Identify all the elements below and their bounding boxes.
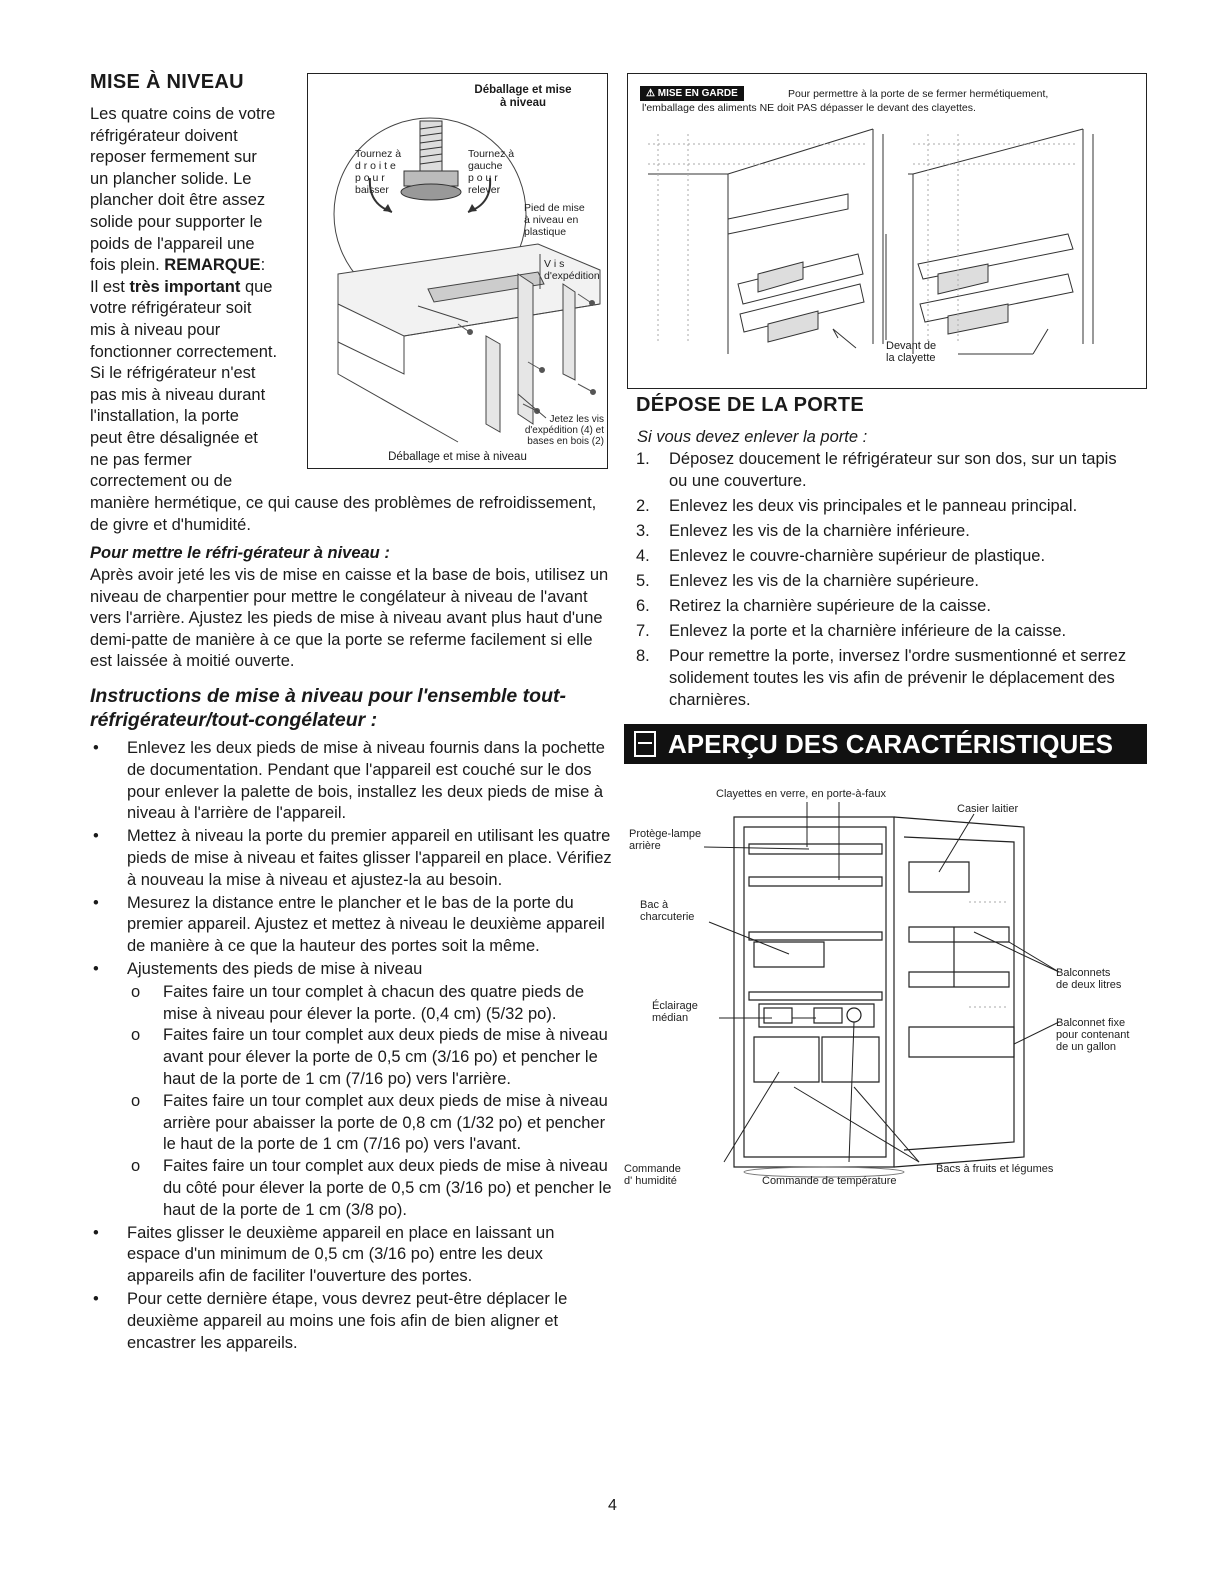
- leveling-paragraph: Après avoir jeté les vis de mise en caisse et la base de bois, utilisez un niveau de charpentier pour mettre le congélateur à niveau de l'avant vers l'arrière. Ajustez les pieds de mise à niveau avant plus haut d'une demi-patte de manière à ce que la porte se referme facilement si elle est laissée à moitié ouverte.: [90, 566, 609, 671]
- page-number: 4: [608, 1497, 617, 1514]
- door-removal-intro: Si vous devez enlever la porte :: [637, 428, 868, 446]
- sub-list-item: o Faites faire un tour complet aux deux pieds de mise à niveau du côté pour élever la porte de 0,5 cm (3/16 po) et pencher le haut de la porte de 1 cm (3/8 po).: [131, 1157, 612, 1219]
- leveling-subheading: Pour mettre le réfri-gérateur à niveau :: [90, 544, 390, 562]
- shelf-front-label: Devant de la clayette: [886, 340, 937, 364]
- door-removal-steps: [636, 448, 1136, 711]
- lamp-guard-label: Protège-lampe arrière: [629, 828, 702, 852]
- remark-label: REMARQUE: [164, 256, 261, 275]
- list-item: 5. Enlevez les vis de la charnière supérieure.: [636, 572, 979, 590]
- intro-line: votre réfrigérateur soit: [90, 299, 252, 318]
- list-item: • Mesurez la distance entre le plancher et le bas de la porte du premier appareil. Ajustez et mettez à niveau le deuxième appareil de manière à ce que la hauteur des portes soit la même.: [93, 893, 605, 956]
- intro-line: peut être désalignée et: [90, 428, 258, 447]
- sub-list-item: o Faites faire un tour complet à chacun des quatre pieds de mise à niveau pour élever la porte. (0,4 cm) (5/32 po).: [131, 982, 584, 1023]
- intro-line: mis à niveau pour: [90, 320, 221, 339]
- intro-line: reposer fermement sur: [90, 148, 257, 167]
- list-item: 1. Déposez doucement le réfrigérateur sur son dos, sur un tapis ou une couverture.: [636, 450, 1117, 490]
- list-item: 3. Enlevez les vis de la charnière inférieure.: [636, 522, 970, 540]
- remark-line: fois plein. REMARQUE:: [90, 256, 266, 275]
- dairy-compartment-label: Casier laitier: [957, 803, 1019, 815]
- figure-features: [624, 782, 1149, 1202]
- banner-title: APERÇU DES CARACTÉRISTIQUES: [668, 728, 1113, 759]
- features-banner: [624, 724, 1147, 764]
- list-item: • Faites glisser le deuxième appareil en place en laissant un espace d'un minimum de 0,5 cm (3/16 po) entre les deux appareils afin de faciliter l'ouverture des portes.: [93, 1223, 555, 1286]
- list-item: • Pour cette dernière étape, vous devrez peut-être déplacer le deuxième appareil au moins une fois afin de bien aligner et encastrer les appareils.: [93, 1289, 568, 1352]
- intro-line: solide pour supporter le: [90, 212, 263, 231]
- figure-shelf-warning: [627, 73, 1147, 389]
- sub-list-item: o Faites faire un tour complet aux deux pieds de mise à niveau arrière pour abaisser la porte de 0,8 cm (1/32 po) et pencher le haut de la porte de 1 cm (7/16 po) vers l'avant.: [131, 1091, 608, 1154]
- important-line: Il est très important que: [90, 277, 273, 296]
- intro-line: l'installation, la porte: [90, 407, 239, 426]
- fig1-title: Déballage et mise à niveau: [474, 84, 572, 109]
- intro-line: ne pas fermer: [90, 450, 192, 469]
- humidity-control-label: Commande d' humidité: [624, 1163, 681, 1187]
- list-item: 8. Pour remettre la porte, inversez l'ordre susmentionné et serrez solidement toutes les vis afin de prévenir le déplacement des charnières.: [636, 647, 1127, 709]
- glass-shelves-label: Clayettes en verre, en porte-à-faux: [716, 788, 886, 800]
- appliance-icon: [634, 731, 656, 757]
- warning-text-1: Pour permettre à la porte de se fermer hermétiquement,: [788, 88, 1049, 100]
- intro-line: fonctionner correctement.: [90, 342, 278, 361]
- two-liter-balcony-label: Balconnets de deux litres: [1056, 967, 1122, 991]
- list-item: • Enlevez les deux pieds de mise à niveau fournis dans la pochette de documentation. Pendant que l'appareil est couché sur le dos pour enlever la palette de bois, installez les deux pieds de mise à niveau à l'arrière de l'appareil.: [93, 739, 605, 823]
- intro-tail: manière hermétique, ce qui cause des problèmes de refroidissement, de givre et d'humidité.: [90, 494, 597, 534]
- intro-line: pas mis à niveau durant: [90, 385, 266, 404]
- discard-screws-label: Jetez les vis d'expédition (4) et bases en bois (2): [524, 414, 604, 447]
- figure-unpacking-leveling: [307, 73, 608, 469]
- instructions-list: [87, 738, 612, 1354]
- intro-line: plancher doit être assez: [90, 191, 266, 210]
- sub-list-item: o Faites faire un tour complet aux deux pieds de mise à niveau avant pour élever la porte de 0,5 cm (3/16 po) et pencher le haut de la porte de 1 cm (7/16 po) vers l'arrière.: [131, 1026, 608, 1088]
- list-item: • Ajustements des pieds de mise à niveau: [93, 959, 423, 978]
- heading-mise-a-niveau: MISE À NIVEAU: [90, 71, 244, 93]
- deli-drawer-label: Bac à charcuterie: [640, 899, 695, 923]
- turn-right-label: Tournez à d r o i t e p o u r baisser: [355, 148, 402, 196]
- list-item: 2. Enlevez les deux vis principales et le panneau principal.: [636, 497, 1078, 515]
- list-item: 4. Enlevez le couvre-charnière supérieur de plastique.: [636, 547, 1046, 565]
- intro-line: réfrigérateur doivent: [90, 126, 238, 145]
- list-item: • Mettez à niveau la porte du premier appareil en utilisant les quatre pieds de mise à niveau et faites glisser l'appareil en place. Vérifiez à nouveau la mise à niveau et ajustez-la au besoin.: [93, 827, 612, 889]
- warning-badge: ⚠ MISE EN GARDE: [640, 86, 744, 101]
- list-item: 6. Retirez la charnière supérieure de la caisse.: [636, 597, 991, 615]
- gallon-balcony-label: Balconnet fixe pour contenant de un gallon: [1056, 1017, 1130, 1053]
- intro-line: un plancher solide. Le: [90, 169, 252, 188]
- intro-line: poids de l'appareil une: [90, 234, 255, 253]
- plastic-foot-label: Pied de mise à niveau en plastique: [524, 202, 585, 238]
- temperature-control-label: Commande de température: [762, 1175, 897, 1187]
- middle-light-label: Éclairage médian: [652, 1000, 698, 1024]
- intro-paragraph: [90, 104, 300, 493]
- instructions-heading: Instructions de mise à niveau pour l'ensemble tout- réfrigérateur/tout-congélateur :: [90, 685, 566, 731]
- fridge-features-illustration: [624, 782, 1149, 1202]
- shipping-screw-label: V i s d'expédition: [544, 258, 600, 282]
- intro-line: correctement ou de: [90, 472, 233, 491]
- heading-depose-porte: DÉPOSE DE LA PORTE: [636, 394, 865, 416]
- intro-line: Les quatre coins de votre: [90, 105, 276, 123]
- warning-text-2: l'emballage des aliments NE doit PAS dépasser le devant des clayettes.: [642, 102, 976, 114]
- intro-line: Si le réfrigérateur n'est: [90, 364, 256, 383]
- fig1-caption: Déballage et mise à niveau: [388, 451, 527, 463]
- crispers-label: Bacs à fruits et légumes: [936, 1163, 1054, 1175]
- turn-left-label: Tournez à gauche p o u r relever: [468, 148, 515, 196]
- list-item: 7. Enlevez la porte et la charnière inférieure de la caisse.: [636, 622, 1067, 640]
